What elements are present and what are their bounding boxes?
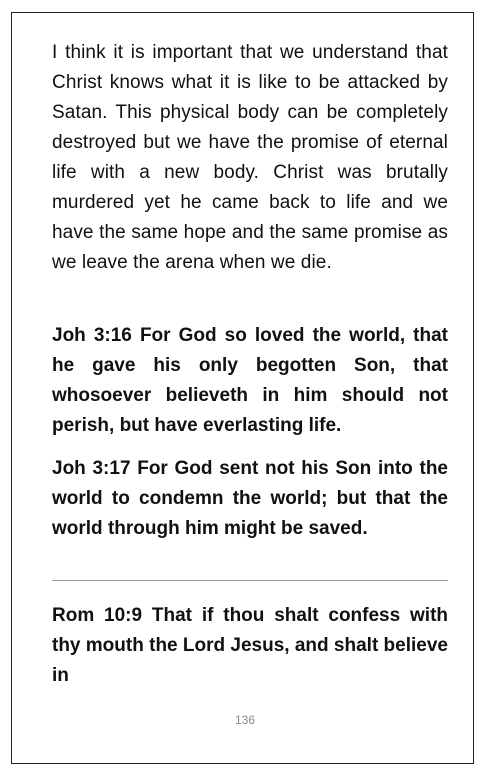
- verse-romans-10-9: Rom 10:9 That if thou shalt confess with thy mouth the Lord Jesus, and shalt believe in: [52, 605, 448, 686]
- page-number: 136: [234, 713, 256, 727]
- verse-john-3-17: Joh 3:17 For God sent not his Son into the world to condemn the world; but that the world through him might be saved.: [52, 458, 448, 539]
- section-divider: [52, 580, 448, 581]
- verse-john-3-16: Joh 3:16 For God so loved the world, that he gave his only begotten Son, that whosoever believeth in him should not perish, but have everlasting life.: [52, 325, 448, 436]
- body-paragraph: I think it is important that we understand that Christ knows what it is like to be attacked by Satan. This physical body can be completely destroyed but we have the promise of eternal life with a new body. Christ was brutally murdered yet he came back to life and we have the same hope and the same promise as we leave the arena when we die.: [52, 42, 448, 273]
